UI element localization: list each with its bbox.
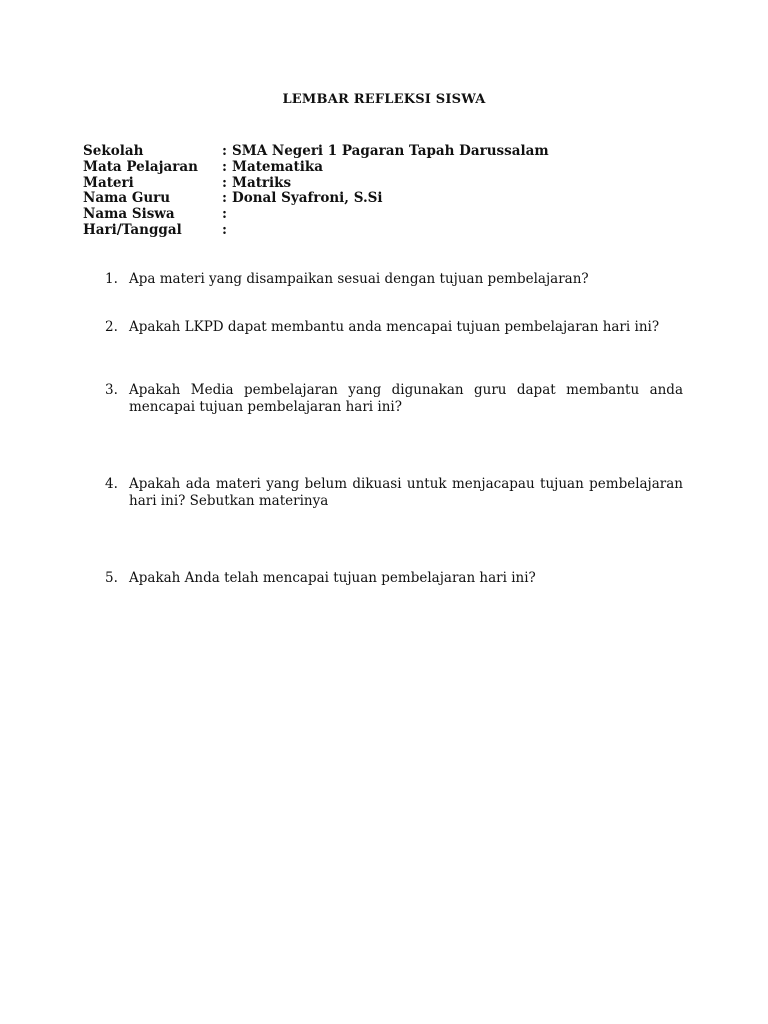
info-separator: :: [222, 158, 227, 175]
info-label: Nama Guru: [83, 190, 171, 207]
info-value: SMA Negeri 1 Pagaran Tapah Darussalam: [232, 143, 549, 159]
info-separator: :: [222, 143, 227, 159]
question-number: 2.: [105, 319, 118, 335]
question-number: 5.: [105, 570, 118, 586]
question-text: Apakah Media pembelajaran yang digunakan guru dapat membantu anda mencapai tujuan pembelajaran hari ini?: [129, 382, 683, 415]
info-label: Mata Pelajaran: [83, 158, 198, 175]
info-value: [232, 223, 549, 239]
info-label: Materi: [83, 174, 134, 191]
info-label: Sekolah: [83, 143, 144, 159]
info-value: [232, 207, 549, 223]
question-number: 4.: [105, 476, 118, 492]
info-separator: :: [222, 174, 227, 191]
info-separator: :: [222, 206, 227, 223]
question-item: [105, 476, 683, 510]
question-item: [105, 382, 683, 416]
question-item: [105, 271, 683, 288]
info-label: Nama Siswa: [83, 206, 175, 223]
question-number: 3.: [105, 382, 118, 398]
question-number: 1.: [105, 271, 118, 287]
info-row-date: [83, 223, 549, 239]
info-value: Matematika: [232, 158, 324, 175]
info-row-student-name: [83, 207, 549, 223]
info-value: Matriks: [232, 174, 292, 191]
info-row-subject: [83, 160, 549, 176]
document-title: LEMBAR REFLEKSI SISWA: [282, 92, 486, 107]
question-item: [105, 570, 683, 587]
question-text: Apakah ada materi yang belum dikuasi untuk menjacapau tujuan pembelajaran hari ini? Sebutkan materinya: [129, 476, 683, 509]
info-separator: :: [222, 190, 227, 207]
question-text: Apa materi yang disampaikan sesuai dengan tujuan pembelajaran?: [129, 271, 589, 287]
question-text: Apakah Anda telah mencapai tujuan pembelajaran hari ini?: [129, 570, 536, 586]
info-row-teacher: [83, 191, 549, 207]
question-text: Apakah LKPD dapat membantu anda mencapai tujuan pembelajaran hari ini?: [129, 319, 660, 335]
info-value: Donal Syafroni, S.Si: [232, 190, 383, 207]
info-separator: :: [222, 221, 227, 238]
info-row-school: [83, 144, 549, 160]
question-item: [105, 319, 683, 336]
info-row-material: [83, 176, 549, 192]
student-info-table: [83, 144, 549, 239]
info-label: Hari/Tanggal: [83, 221, 182, 238]
